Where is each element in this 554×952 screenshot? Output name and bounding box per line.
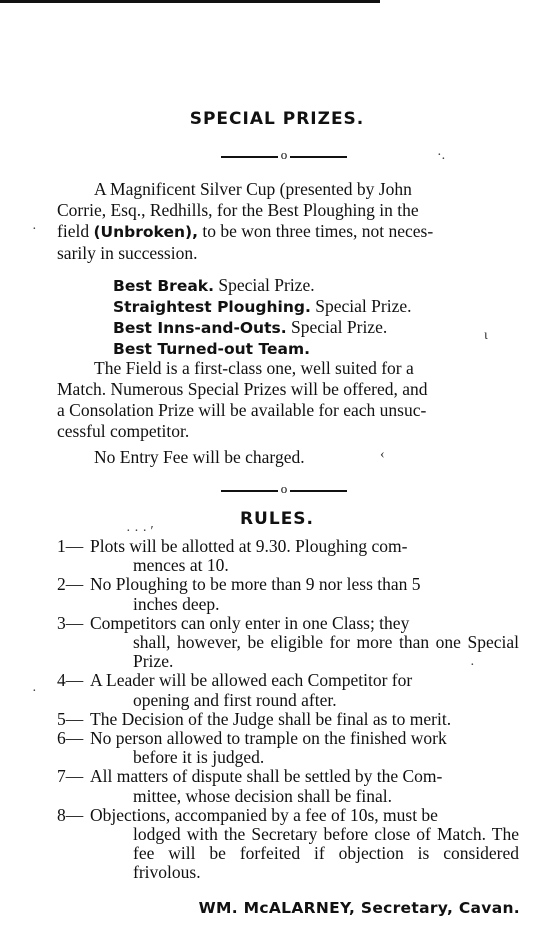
prize-item [113, 317, 411, 338]
rule-item [57, 575, 519, 613]
prize-award: Special Prize. [291, 317, 388, 337]
print-speck: ‹ [380, 447, 385, 462]
divider-line-left [221, 490, 278, 492]
intro-paragraph [57, 179, 517, 264]
field-line-2: Match. Numerous Special Prizes will be offered, and [57, 379, 428, 399]
rule-number: 2— [57, 574, 84, 595]
intro-line-3 [57, 221, 517, 243]
rule-continuation: before it is judged. [133, 747, 265, 768]
rule-continuation: inches deep. [133, 593, 220, 614]
rule-item [57, 614, 519, 672]
rule-continuation: shall, however, be eligible for more than one Special Prize. [133, 631, 519, 672]
rule-item [57, 729, 519, 767]
field-line-3: a Consolation Prize will be available for each unsuc- [57, 400, 427, 420]
divider-line-left [221, 156, 278, 158]
rule-first-line: All matters of dispute shall be settled by the Com- [90, 766, 443, 787]
print-speck: · [32, 684, 37, 699]
prize-item [113, 338, 411, 359]
rules-divider [221, 481, 347, 498]
print-speck: ι [484, 328, 488, 343]
page-title: SPECIAL PRIZES. [189, 109, 365, 129]
prize-item [113, 296, 411, 317]
prize-name: Best Break. [113, 277, 214, 295]
rule-first-line: Plots will be allotted at 9.30. Ploughing com- [90, 536, 408, 556]
intro-line-3-post: to be won three times, not neces- [197, 221, 434, 241]
top-border-rule [0, 0, 380, 3]
print-speck: ·. [437, 148, 446, 163]
entry-fee-note: No Entry Fee will be charged. [94, 447, 305, 467]
intro-line-2: Corrie, Esq., Redhills, for the Best Ploughing in the [57, 200, 419, 220]
print-speck: · [470, 658, 475, 673]
rule-item [57, 537, 519, 575]
rule-number: 1— [57, 536, 84, 556]
prize-name: Straightest Ploughing. [113, 298, 311, 316]
rule-first-line: A Leader will be allowed each Competitor for [90, 670, 413, 691]
rules-heading: RULES. [239, 509, 315, 529]
prize-name: Best Turned-out Team. [113, 340, 310, 358]
prize-list [113, 275, 411, 359]
rule-number: 3— [57, 612, 84, 633]
rule-number: 4— [57, 670, 84, 691]
prize-item [113, 275, 411, 296]
field-paragraph [57, 358, 517, 442]
print-speck: · [32, 222, 37, 237]
divider-line-right [290, 490, 347, 492]
rule-number: 7— [57, 766, 84, 787]
rule-number: 6— [57, 727, 84, 748]
prize-award: Special Prize. [315, 296, 412, 316]
rule-item [57, 806, 519, 883]
rule-item [57, 767, 519, 805]
intro-line-4: sarily in succession. [57, 243, 198, 263]
secretary-signature: WM. McALARNEY, Secretary, Cavan. [198, 899, 520, 917]
rule-item [57, 671, 519, 709]
field-line-1: The Field is a first-class one, well suited for a [94, 358, 414, 378]
divider-line-right [290, 156, 347, 158]
rule-item [57, 710, 519, 729]
rule-first-line: No Ploughing to be more than 9 nor less than 5 [90, 574, 421, 595]
rule-continuation: opening and first round after. [133, 689, 337, 710]
rule-first-line: Competitors can only enter in one Class; they [90, 612, 410, 633]
divider-mark: o [280, 481, 288, 496]
unbroken-label: (Unbroken), [93, 223, 198, 241]
divider-mark: o [280, 147, 288, 162]
prize-award: Special Prize. [218, 275, 315, 295]
rule-first-line: Objections, accompanied by a fee of 10s, must be [90, 804, 438, 825]
intro-line-1: A Magnificent Silver Cup (presented by John [94, 179, 412, 199]
rule-continuation: mittee, whose decision shall be final. [133, 785, 393, 806]
rule-continuation: lodged with the Secretary before close of Match. The fee will be forfeited if objection is considered frivolous. [133, 823, 519, 883]
rule-first-line: The Decision of the Judge shall be final as to merit. [90, 708, 452, 729]
rule-first-line: No person allowed to trample on the finished work [90, 727, 447, 748]
intro-line-3-pre: field [57, 221, 94, 241]
rules-list [57, 537, 519, 883]
rule-continuation: mences at 10. [133, 555, 229, 576]
rule-number: 5— [57, 708, 84, 729]
field-line-4: cessful competitor. [57, 421, 190, 441]
rule-number: 8— [57, 804, 84, 825]
prize-name: Best Inns-and-Outs. [113, 319, 287, 337]
section-divider [221, 147, 347, 164]
print-speck: · · · ′ [126, 524, 154, 539]
